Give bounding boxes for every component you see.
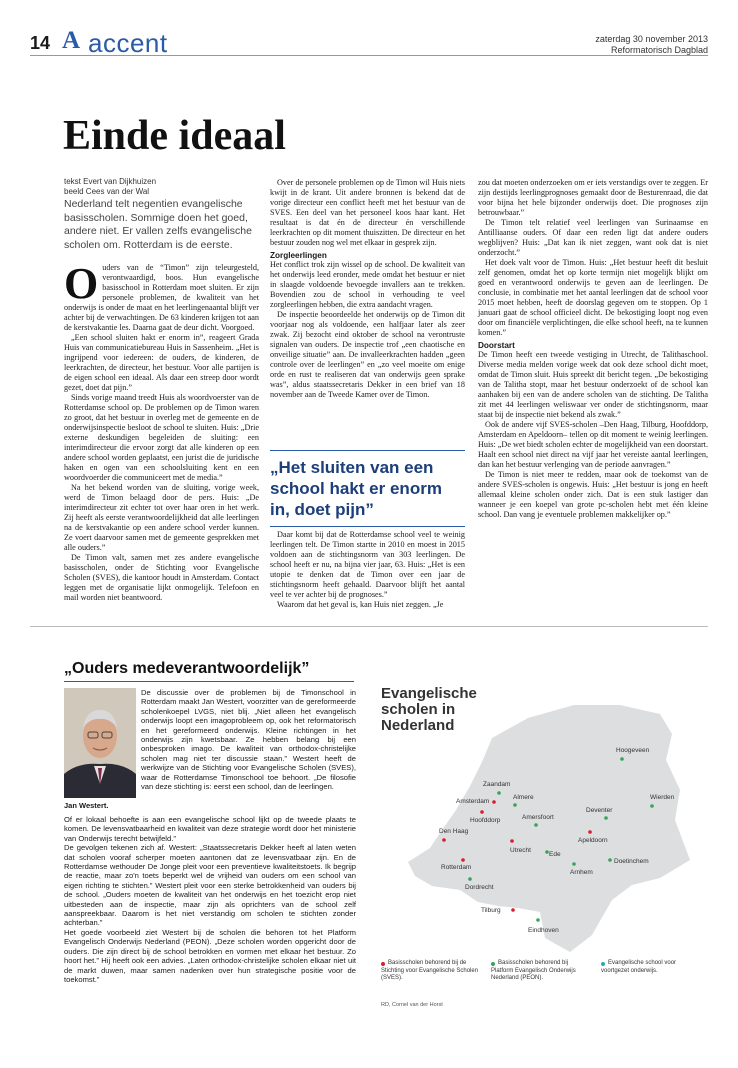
map-label: Utrecht [510, 847, 531, 854]
map-title-line: Nederland [381, 717, 455, 734]
paragraph: De inspectie beoordeelde het onderwijs op de Timon dit voorjaar nog als voldoende, een halfjaar later als zeer zwak. Zij bezocht eind oktober de school na verontruste signalen van ouders. De inspectie trof „een chaotische en onveilige situatie” aan. De invalleerkrachten hadden „geen controle over de leerlingen” en „zo veel moeite om enige orde en rust te realiseren dat van onderwijs geen sprake was”, aldus staatssecretaris Dekker in een brief van 18 november aan de Tweede Kamer over de Timon. [270, 310, 465, 399]
map-marker-amersfoort [534, 823, 538, 827]
paragraph: Sinds vorige maand treedt Huis als woordvoerster van de Rotterdamse school op. De problemen op de Timon waren zo groot, dat het bestuur in overleg met de gemeente en de onderwijsinspectie besloot de school te sluiten. Huis: „Drie externe deskundigen begeleiden de sluiting: een interimdirecteur die ervoor zorgt dat alle kinderen op een andere school worden geplaatst, een jurist die de juridische haken en ogen van een schoolsluiting kent en een woordvoerder die communiceert met de media.” [64, 393, 259, 482]
photo-caption: Jan Westert. [64, 801, 109, 810]
legend-label: Basisscholen behorend bij Platform Evangelisch Onderwijs Nederland (PEON). [491, 960, 576, 981]
map-label: Apeldoorn [578, 837, 608, 844]
newspaper-logo: A [62, 27, 81, 54]
map-marker-tilburg [511, 908, 515, 912]
sidebar-rule [64, 681, 354, 682]
pull-quote: „Het sluiten van een school hakt er enorm in, doet pijn” [270, 450, 465, 527]
publication-name: Reformatorisch Dagblad [610, 45, 708, 55]
credit-text: tekst Evert van Dijkhuizen [64, 177, 157, 186]
paragraph: De Timon is niet meer te redden, maar ook de toekomst van de andere SVES-scholen is ongewis. Huis: „Het bestuur is jong en heeft allemaal kleine scholen onder zich. Dat is een stuk lastiger dan wanneer je een koepel van grote pc-scholen hebt met één kleine school. Dan vang je eventuele problemen makkelijker op.” [478, 470, 708, 519]
paragraph: Het goede voorbeeld ziet Westert bij de scholen die behoren tot het Platform Evangelisch Onderwijs Nederland (PEON). „Deze scholen worden opgericht door de ouders. Die zijn direct bij de school betrokken en vormen met elkaar het bestuur. Zo hoort het.” Hij heeft ook een advies. „Laten orthodox-christelijke scholen elkaar niet uit de markt duwen, maar samen nadenken over hun strategische positie voor de toekomst.” [64, 927, 356, 984]
section-name: accent [88, 28, 168, 58]
paragraph: Het conflict trok zijn wissel op de school. De kwaliteit van het onderwijs leed eronder, mede omdat het bestuur er niet in slaagde voldoende bevoegde invallers aan te trekken. Bovendien zou de school in verhouding te veel zorgleerlingen hebben, die extra aandacht vragen. [270, 260, 465, 309]
legend-item-sves [381, 960, 481, 983]
header-date-block [595, 34, 708, 56]
map-label: Amsterdam [456, 798, 490, 805]
paragraph: Over de personele problemen op de Timon wil Huis niets kwijt in de krant. Uit andere bronnen is bekend dat de vorige directeur een conflict heeft met het bestuur van de SVES. Een deel van het personeel koos haar kant. Het resultaat is dat én de directeur én verschillende leerkrachten op dit moment thuiszitten. De directeur en het bestuur zouden nog wel met elkaar in gesprek zijn. [270, 178, 465, 247]
subheading: Doorstart [478, 341, 515, 350]
article-column-3 [478, 178, 708, 520]
legend-item-peon [491, 960, 591, 983]
map-label: Arnhem [570, 869, 593, 876]
page-number: 14 [30, 33, 51, 53]
legend-dot [601, 962, 605, 966]
subheading: Zorgleerlingen [270, 251, 327, 260]
sidebar-text-bottom [64, 815, 356, 984]
map-label: Doetinchem [614, 858, 649, 865]
credit-photo: beeld Cees van der Wal [64, 187, 150, 196]
map-marker-dordrecht [468, 877, 472, 881]
article-column-2 [270, 178, 465, 400]
article-intro: Nederland telt negentien evangelische basisscholen. Sommige doen het goed, andere niet. Er vallen zelfs evangelische scholen om. Rotterdam is de eerste. [64, 198, 252, 251]
map-marker-doetinchem [608, 858, 612, 862]
map-label: Deventer [586, 807, 613, 814]
portrait-photo [64, 688, 136, 798]
paragraph: De Timon heeft een tweede vestiging in Utrecht, de Talithaschool. Diverse media melden vorige week dat ook deze school dicht moet, omdat de Timon sluit. Huis spreekt dit bericht tegen. „De bekostiging van de Talitha stopt, maar het bestuur onderzoekt of de school kan aanhaken bij een van de andere scholen van de stichting. De Talitha zit met 44 leerlingen weliswaar ver onder de stichtingsnorm, maar staat bij de inspectie niet bekend als zwak.” [478, 350, 708, 419]
map-marker-wierden [650, 804, 654, 808]
issue-date: zaterdag 30 november 2013 [595, 34, 708, 44]
sidebar-title: „Ouders medeverantwoordelijk” [64, 660, 310, 677]
paragraph: Het doek valt voor de Timon. Huis: „Het bestuur heeft dit besluit zelf genomen, omdat het op korte termijn niet mogelijk blijkt om goed en verantwoord onderwijs te geven aan de leerlingen. De conclusie, in combinatie met het aantal leerlingen dat de school voor 2015 moet hebben, heeft de doorslag gegeven om te stoppen. Op 1 januari gaat de school officieel dicht. De bekostiging loopt nog even door om financiële verplichtingen, die elke school heeft, na te kunnen komen.” [478, 258, 708, 337]
legend-dot [491, 962, 495, 966]
map-label: Hoogeveen [616, 747, 650, 754]
map-label: Eindhoven [528, 927, 559, 934]
map-marker-arnhem [572, 862, 576, 866]
article-column-1 [64, 259, 259, 603]
map-title-line: scholen in [381, 701, 456, 718]
drop-cap: O [64, 259, 99, 308]
portrait-illustration [64, 688, 136, 798]
legend-dot [381, 962, 385, 966]
map-marker-apeldoorn [588, 830, 592, 834]
map-label: Wierden [650, 794, 675, 801]
article-column-2-continued [270, 530, 465, 610]
section-separator [30, 626, 708, 627]
map-credit: RD, Cornel van der Horst [381, 1002, 443, 1008]
map-marker-hoofddorp [480, 810, 484, 814]
map-marker-deventer [604, 816, 608, 820]
map-label: Ede [549, 851, 561, 858]
legend-label: Evangelische school voor voortgezet onderwijs. [601, 960, 677, 974]
header-rule [30, 55, 708, 56]
paragraph: zou dat moeten onderzoeken om er iets verstandigs over te zeggen. Er zijn destijds leerlingprognoses gemaakt door de Besturenraad, die dat voor bijna het hele bijzonder onderwijs doet. Die prognoses zijn betrouwbaar.” [478, 178, 708, 217]
map-marker-zaandam [497, 791, 501, 795]
map-marker-hoogeveen [620, 757, 624, 761]
paragraph: De Timon valt, samen met zes andere evangelische basisscholen, onder de Stichting voor Evangelische Scholen (SVES), die kantoor houdt in Amsterdam. Contact leggen met de organisatie lijkt onmogelijk. Telefoon en mail worden niet beantwoord. [64, 553, 259, 602]
legend-label: Basisscholen behorend bij de Stichting voor Evangelische Scholen (SVES). [381, 960, 479, 981]
article-headline: Einde ideaal [63, 113, 286, 159]
map-label: Amersfoort [522, 814, 554, 821]
map-label: Dordrecht [465, 884, 494, 891]
paragraph: De gevolgen tekenen zich af. Westert: „Staatssecretaris Dekker heeft al laten weten dat scholen vooraf scherper moeten aantonen dat ze levensvatbaar zijn. En de Rotterdamse wethouder De Jonge pleit voor een preventieve kwaliteitstoets. Ik begrijp de reactie, maar zo'n toets beperkt wel de vrijheid van ouders om een school van eigen richting te stichten.” Westert pleit voor een sterke betrokkenheid van ouders bij de school. „Ouders moeten de kwaliteit van het onderwijs en het toezicht erop niet uitbesteden aan de inspectie, maar zijn als oprichters van de school zelf aanspreekbaar. Daarom is het niet verstandig om scholen te stichten zonder achterban.” [64, 843, 356, 928]
paragraph: Waarom dat het geval is, kan Huis niet zeggen. „Je [277, 600, 444, 609]
map-label: Den Haag [439, 828, 469, 835]
map-marker-rotterdam [461, 858, 465, 862]
map-title [381, 686, 477, 734]
sidebar-text-top: De discussie over de problemen bij de Timonschool in Rotterdam maakt Jan Westert, voorzitter van de gereformeerde scholenkoepel LVGS, niet blij. „Niet alleen het evangelisch onderwijs loopt een imagoprobleem op, ook het reformatorisch en het gereformeerd onderwijs. Kleine richtingen in het onderwijs zijn kwetsbaar. Ze hebben belang bij een onbesproken imago. De kwaliteit van orthodox-christelijke scholen mag niet ter discussie staan.” Westert heeft de werkwijze van de Stichting voor Evangelische Scholen (SVES), waar de Rotterdamse Timonschool toe behoort. „De filosofie van deze stichting is: eerst een school, dan de leerlingen. [141, 688, 356, 792]
map-marker-utrecht [510, 839, 514, 843]
map-marker-almere [513, 803, 517, 807]
paragraph: Ook de andere vijf SVES-scholen –Den Haag, Tilburg, Hoofddorp, Amsterdam en Apeldoorn– tellen op dit moment te weinig leerlingen. Huis: „De wet biedt scholen echter de mogelijkheid van een doorstart. Haalt een school niet direct na vijf jaar het vereiste aantal leerlingen, dan kan het bestuur verlenging van de periode aanvragen.” [478, 420, 708, 469]
paragraph: „Een school sluiten hakt er enorm in”, reageert Grada Huis van communicatiebureau Huis in Sassenheim. „Het is ingrijpend voor iedereen: de ouders, de kinderen, de leerkrachten, de directeur, het bestuur. Voor alle partijen is de eigen school een ideaal. Als daar een streep door wordt gezet, doet dat pijn.” [64, 333, 259, 392]
map-label: Hoofddorp [470, 817, 501, 824]
paragraph: Na het bekend worden van de sluiting, vorige week, werd de Timon belaagd door de pers. Huis: „De interimdirecteur zit echter tot over haar oren in het werk. Zij heeft als eerste verantwoordelijkheid dat alle leerlingen na de kerstvakantie op een andere school verder kunnen. Ze voert daarvoor samen met de gemeente gesprekken met alle ouders.” [64, 483, 259, 552]
map-marker-eindhoven [536, 918, 540, 922]
map-label: Rotterdam [441, 864, 472, 871]
map-label: Almere [513, 794, 534, 801]
map-title-line: Evangelische [381, 685, 477, 702]
map-label: Tilburg [481, 907, 501, 914]
paragraph: Daar komt bij dat de Rotterdamse school veel te weinig leerlingen telt. De Timon startte in 2010 en moest in 2015 voldoen aan de stichtingsnorm van 303 leerlingen. De school heeft er nu, na bijna vier jaar, 63. Huis: „Het is een utopie te denken dat de Timon over een jaar de stichtingsnorm heeft gehaald. Daarvoor blijft het aantal veel te ver achter bij de prognoses.” [270, 530, 465, 599]
paragraph: De Timon telt relatief veel leerlingen van Surinaamse en Antilliaanse ouders. Of daar een reden ligt dat andere ouders wegblijven? Huis: „Dat kan ik niet zeggen, want ook dat is niet onderzocht.” [478, 218, 708, 257]
paragraph: Ouders van de “Timon” zijn teleurgesteld, verontwaardigd, boos. Hun evangelische basisschool in Rotterdam moet sluiten. Er zijn personele problemen, de kwaliteit van het onderwijs is onder de maat en het leerlingenaantal blijft ver achter bij de verwachtingen. De 63 kinderen krijgen tot aan de kerstvakantie les. Daarna gaat de deur dicht. Voorgoed. [64, 259, 259, 332]
paragraph: Of er lokaal behoefte is aan een evangelische school lijkt op de tweede plaats te komen. De levensvatbaarheid en kwaliteit van deze strategie wordt door het ministerie van Onderwijs terecht betwijfeld.” [64, 815, 356, 843]
map-label: Zaandam [483, 781, 511, 788]
legend-item-other [601, 960, 696, 975]
article-credits [64, 177, 156, 197]
map-marker-amsterdam [492, 800, 496, 804]
map-marker-den-haag [442, 838, 446, 842]
